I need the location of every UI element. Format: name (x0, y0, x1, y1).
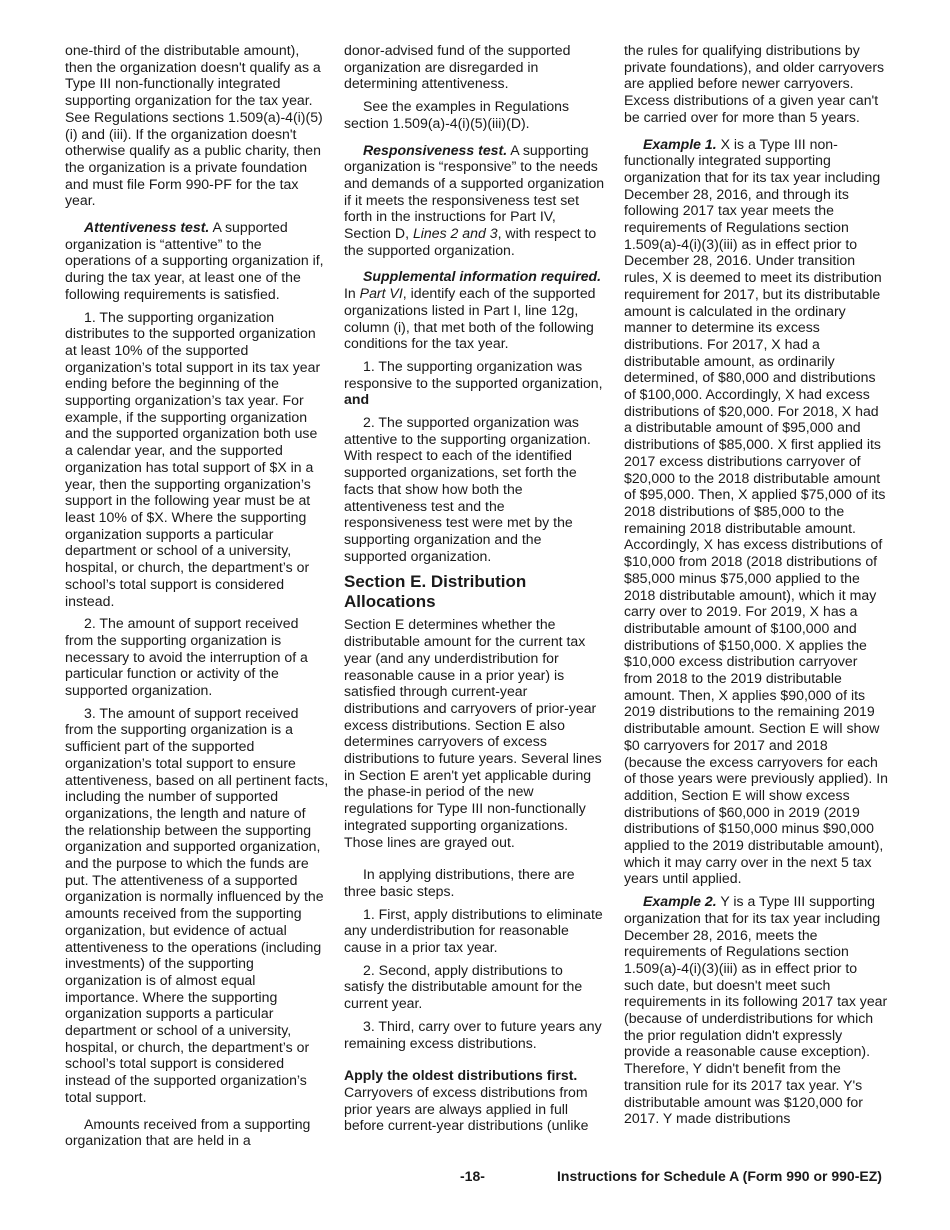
column-2 (344, 42, 606, 1140)
responsiveness-text-a: A supporting organization is “responsive” to the needs and demands of a supported organization if it meets the responsiveness test set forth in the instructions for Part IV, Section D, (344, 141, 605, 242)
column-3 (624, 42, 888, 1133)
responsiveness-test-paragraph (344, 142, 606, 259)
example-1-paragraph (624, 136, 888, 888)
document-title: Instructions for Schedule A (Form 990 or 990-EZ) (557, 1168, 882, 1184)
attentiveness-item-2: 2. The amount of support received from the supporting organization is necessary to avoid the interruption of a particular function or activity of the supported organization. (65, 615, 308, 699)
supplemental-text-italic: Part VI (359, 285, 403, 302)
supplemental-text-b: , identify each of the supported organizations listed in Part I, line 12g, column (i), that met both of the following conditions for the tax year. (344, 285, 596, 352)
oldest-distributions-text: Carryovers of excess distributions from prior years are always applied in full before current-year distributions (unlike (344, 1083, 589, 1134)
attentiveness-item-1: 1. The supporting organization distributes to the supported organization at least 10% of the supported organization’s total support in its tax year ending before the beginning of the supporting organization’s tax year. For example, if the supporting organization and the supported organization both use a calendar year, and the supported organization has total support of $X in a year, then the supporting organization’s support in the following year must be at least 10% of $X. Where the supporting organization supports a particular department or school of a university, hospital, or church, the department’s or school’s total support is considered instead. (65, 308, 321, 609)
attentiveness-test-paragraph (65, 219, 329, 303)
step-2: 2. Second, apply distributions to satisfy the distributable amount for the current year. (344, 961, 583, 1012)
example-1-label: Example 1. (643, 135, 717, 152)
supplemental-text-a: In (344, 285, 360, 302)
paragraph-donor-advised: donor-advised fund of the supported organization are disregarded in determining attentiveness. (344, 42, 571, 92)
example-1-text: X is a Type III non-functionally integrated supporting organization that for its tax year including December 28, 2016, and through its following 2017 tax year meets the requirements of Regulations section 1.509(a)-4(i)(3)(iii) as in effect prior to December 28, 2016. Under transition rules, X is deemed to meet its distribution requirement for 2017, but its distributable amount is calculated in the ordinary manner to determine its excess distributions. For 2017, X had a distributable amount, as ordinarily determined, of $80,000 and distributions of $100,000. Accordingly, X had excess distributions of $20,000. For 2018, X had a distributable amount of $95,000 and distributions of $85,000. X first applied its 2017 excess distributions carryover of $20,000 to the 2018 distributable amount of $95,000. Then, X applied $75,000 of its 2018 distributions of $85,000 to the remaining 2018 distributable amount. Accordingly, X has excess distributions of $10,000 from 2018 (2018 distributions of $85,000 minus $75,000 applied to the 2018 distributable amount), which it may carry over to 2019. For 2019, X has a distributable amount of $100,000 and distributions of $150,000. X applies the $10,000 excess distribution carryover from 2018 to the 2019 distributable amount. Then, X applies $90,000 of its 2019 distributions to the remaining 2019 distributable amount. Section E will show $0 carryovers for 2017 and 2018 (because the excess carryovers for each of those years were previously applied). In addition, Section E will show excess distributions of $60,000 in 2019 (2019 distributions of $150,000 minus $90,000 applied to the 2019 distributable amount), which it may carry over in the next 5 tax years until applied. (624, 135, 889, 887)
paragraph-private-foundation: one-third of the distributable amount), then the organization doesn't qualify as a Type III non-functionally integrated supporting organization for the tax year. See Regulations sections 1.509(a)-4(i)(5)(i) and (iii). If the organization doesn't otherwise qualify as a public charity, then the organization is a private foundation and must file Form 990-PF for the tax year. (65, 42, 323, 209)
condition-1 (344, 358, 606, 408)
supplemental-info-label: Supplemental information required. (363, 268, 602, 285)
responsiveness-text-b: , with respect to the supported organization. (344, 225, 597, 258)
page-number: -18- (460, 1168, 485, 1184)
example-2-paragraph (624, 893, 888, 1127)
supplemental-info-paragraph (344, 268, 606, 352)
column-1 (65, 42, 329, 1155)
section-e-paragraph: Section E determines whether the distributable amount for the current tax year (and any underdistribution for reasonable cause in a prior year) is satisfied through current-year distributions and carryovers of prior-year excess distributions. Section E also determines carryovers of excess distributions to future years. Several lines in Section E aren't yet applicable during the phase-in period of the new regulations for Type III non-functionally integrated supporting organizations. Those lines are grayed out. (344, 616, 602, 850)
paragraph-see-examples: See the examples in Regulations section 1.509(a)-4(i)(5)(iii)(D). (344, 98, 570, 131)
responsiveness-text-italic: Lines 2 and 3 (412, 225, 498, 242)
condition-1-text: 1. The supporting organization was responsive to the supported organization, (344, 357, 603, 391)
step-3: 3. Third, carry over to future years any remaining excess distributions. (344, 1017, 602, 1051)
paragraph-amounts-received: Amounts received from a supporting organization that are held in a (65, 1115, 311, 1149)
attentiveness-test-label: Attentiveness test. (84, 219, 210, 236)
oldest-distributions-label: Apply the oldest distributions first. (344, 1067, 578, 1084)
example-2-label: Example 2. (643, 893, 717, 910)
paragraph-applying-distributions: In applying distributions, there are three basic steps. (344, 866, 575, 899)
oldest-distributions-paragraph (344, 1067, 606, 1134)
section-e-heading: Section E. Distribution Allocations (344, 572, 527, 612)
responsiveness-test-label: Responsiveness test. (363, 141, 508, 158)
condition-2: 2. The supported organization was attentive to the supporting organization. With respect to each of the identified supported organizations, set forth the facts that show how both the attentiveness test and the responsiveness test were met by the supporting organization and the supported organization. (344, 414, 591, 564)
attentiveness-item-3: 3. The amount of support received from the supporting organization is a sufficient part of the supported organization’s total support to ensure attentiveness, based on all pertinent facts, including the number of supported organizations, the length and nature of the relationship between the supporting organization and supported organization, and the purpose to which the funds are put. The attentiveness of a supported organization is normally influenced by the amounts received from the supporting organization, but evidence of actual attentiveness to the operations (including investments) of the supporting organization is of almost equal importance. Where the supporting organization supports a particular department or school of a university, hospital, or church, the department’s or school’s total support is considered instead of the supported organization’s total support. (65, 704, 329, 1105)
condition-1-and: and (344, 391, 370, 408)
example-2-text: Y is a Type III supporting organization that for its tax year including December 28, 2016, meets the requirements of Regulations section 1.509(a)-4(i)(3)(iii) as in effect prior to such date, but doesn't meet such requirements in its following 2017 tax year (because of underdistributions for which the prior regulation didn't expressly provide a reasonable cause exception). Therefore, Y didn't benefit from the transition rule for its 2017 tax year. Y's distributable amount was $120,000 for 2017. Y made distributions (624, 893, 888, 1127)
page-footer (0, 1168, 950, 1188)
paragraph-carryover-rules: the rules for qualifying distributions by private foundations), and older carryovers are applied before newer carryovers. Excess distributions of a given year can't be carried over for more than 5 years. (624, 42, 885, 125)
step-1: 1. First, apply distributions to eliminate any underdistribution for reasonable cause in a prior tax year. (344, 905, 603, 956)
attentiveness-test-text: A supported organization is “attentive” to the operations of a supporting organization if, during the tax year, at least one of the following requirements is satisfied. (65, 219, 324, 302)
